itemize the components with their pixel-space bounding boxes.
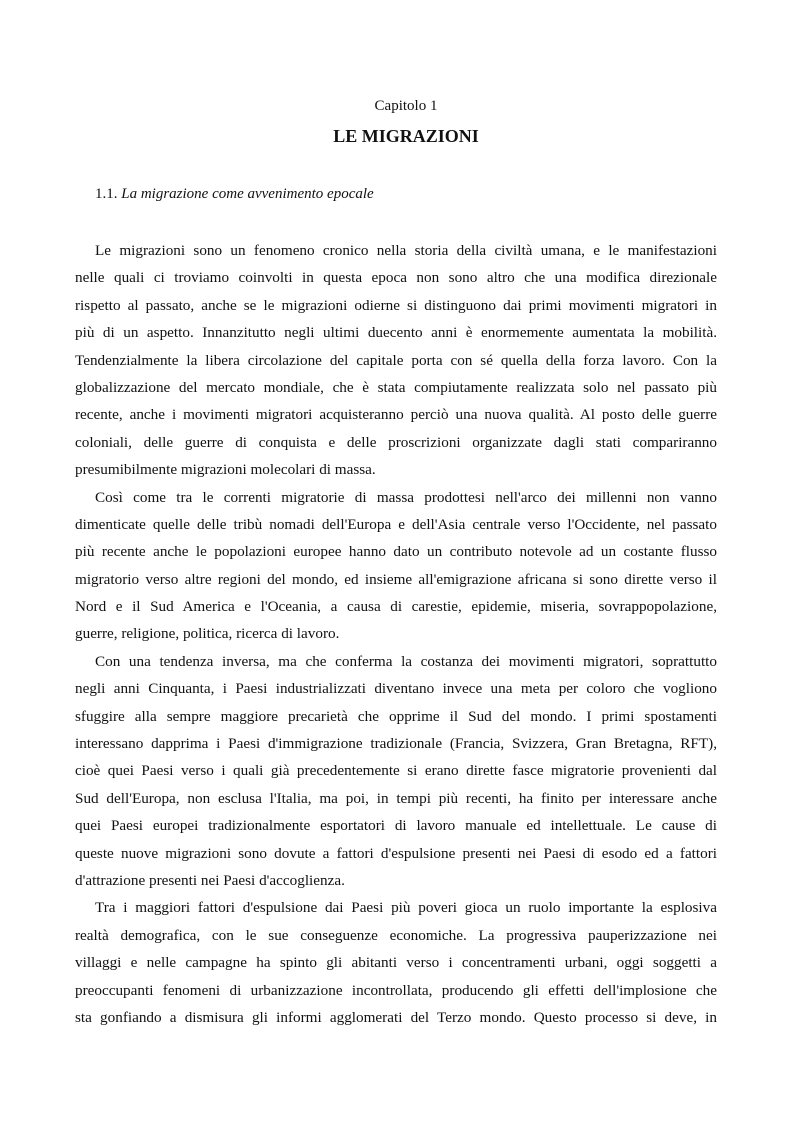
text-line: migratorio verso altre regioni del mondo, ed insieme all'emigrazione africana si sono dirette verso il	[75, 570, 717, 588]
text-line: preoccupanti fenomeni di urbanizzazione incontrollata, producendo gli effetti dell'implosione che	[75, 981, 717, 999]
text-line: sfuggire alla sempre maggiore precarietà che opprime il Sud del mondo. I primi spostamenti	[75, 707, 717, 725]
paragraph-3	[75, 648, 717, 895]
text-line: nelle quali ci troviamo coinvolti in questa epoca non sono altro che una modifica direzionale	[75, 269, 717, 287]
text-line: realtà demografica, con le sue conseguenze economiche. La progressiva pauperizzazione nei	[75, 926, 717, 944]
section-number: 1.1.	[95, 186, 118, 202]
text-line: Sud dell'Europa, non esclusa l'Italia, ma poi, in tempi più recenti, ha finito per interessare anche	[75, 789, 717, 807]
section-heading	[95, 184, 374, 204]
chapter-title: LE MIGRAZIONI	[333, 126, 479, 146]
chapter-label: Capitolo 1	[374, 98, 438, 114]
text-line: negli anni Cinquanta, i Paesi industrializzati diventano invece una meta per coloro che vogliono	[75, 680, 717, 698]
section-title: La migrazione come avvenimento epocale	[121, 186, 374, 202]
paragraph-2	[75, 484, 717, 648]
text-line: recente, anche i movimenti migratori acquisteranno perciò una nuova qualità. Al posto delle guerre	[75, 406, 717, 424]
text-line: Così come tra le correnti migratorie di massa prodottesi nell'arco dei millenni non vanno	[95, 488, 717, 506]
text-line: interessano dapprima i Paesi d'immigrazione tradizionale (Francia, Svizzera, Gran Bretagna, RFT),	[75, 735, 717, 753]
text-line: più di un aspetto. Innanzitutto negli ultimi duecento anni è enormemente aumentata la mobilità.	[75, 324, 717, 342]
text-line: sta gonfiando a dismisura gli informi agglomerati del Terzo mondo. Questo processo si deve, in	[75, 1008, 717, 1026]
text-line: dimenticate quelle delle tribù nomadi dell'Europa e dell'Asia centrale verso l'Occidente, nel passato	[75, 515, 717, 533]
text-line: guerre, religione, politica, ricerca di lavoro.	[75, 625, 340, 643]
text-line: più recente anche le popolazioni europee hanno dato un contributo notevole ad un costante flusso	[75, 543, 717, 561]
text-line: Con una tendenza inversa, ma che conferma la costanza dei movimenti migratori, soprattutto	[95, 652, 717, 670]
text-line: queste nuove migrazioni sono dovute a fattori d'espulsione presenti nei Paesi di esodo ed a fattori	[75, 844, 717, 862]
text-line: Tendenzialmente la libera circolazione del capitale porta con sé quella della forza lavoro. Con la	[75, 351, 717, 369]
paragraph-4	[75, 894, 717, 1031]
text-line: Le migrazioni sono un fenomeno cronico nella storia della civiltà umana, e le manifestazioni	[95, 242, 717, 259]
text-line: presumibilmente migrazioni molecolari di massa.	[75, 461, 376, 479]
text-line: Nord e il Sud America e l'Oceania, a causa di carestie, epidemie, miseria, sovrappopolazione,	[75, 598, 717, 616]
text-line: quei Paesi europei tradizionalmente esportatori di lavoro manuale ed intellettuale. Le cause di	[75, 817, 717, 835]
text-line: cioè quei Paesi verso i quali già precedentemente si erano dirette fasce migratorie provenienti dal	[75, 762, 717, 780]
text-line: d'attrazione presenti nei Paesi d'accoglienza.	[75, 871, 345, 889]
body-text	[75, 237, 717, 1031]
text-line: rispetto al passato, anche se le migrazioni odierne si distinguono dai primi movimenti migratori in	[75, 296, 717, 314]
text-line: globalizzazione del mercato mondiale, che è stata compiutamente realizzata solo nel passato più	[75, 378, 717, 396]
paragraph-1	[75, 237, 717, 484]
text-line: coloniali, delle guerre di conquista e delle proscrizioni organizzate dagli stati compariranno	[75, 433, 717, 451]
text-line: villaggi e nelle campagne ha spinto gli abitanti verso i concentramenti urbani, oggi soggetti a	[75, 954, 717, 972]
text-line: Tra i maggiori fattori d'espulsione dai Paesi più poveri gioca un ruolo importante la esplosiva	[95, 899, 717, 917]
